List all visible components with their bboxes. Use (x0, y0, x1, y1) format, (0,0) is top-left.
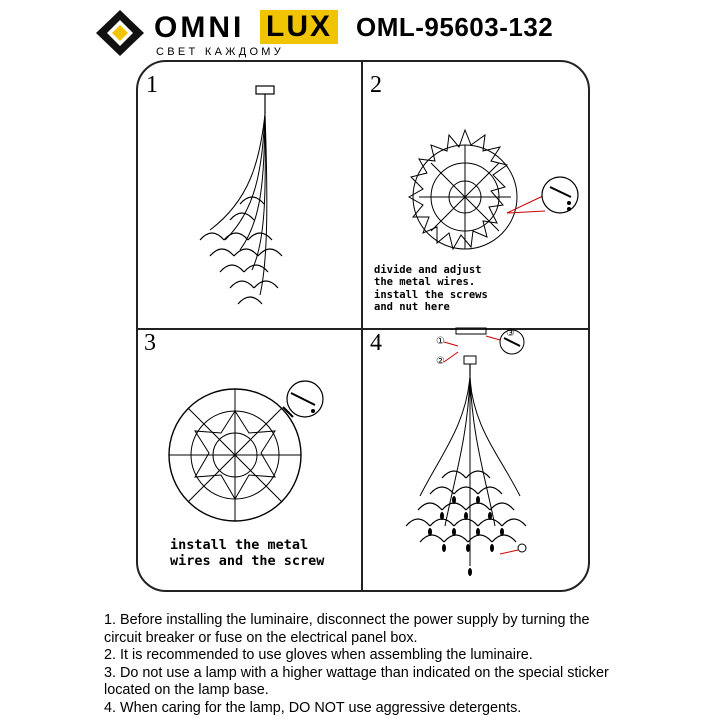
step-1-number: 1 (146, 72, 158, 98)
step-4-callout-3: ③ (506, 328, 515, 339)
note-item: 3. Do not use a lamp with a higher wattage than indicated on the special sticker located on the lamp base. (104, 664, 609, 699)
step-3-number: 3 (144, 330, 156, 356)
step-2-caption: divide and adjust the metal wires. install the screws and nut here (374, 264, 488, 314)
step-3-top-view-illustration (165, 375, 340, 535)
step-2-number: 2 (370, 72, 382, 98)
note-item: 1. Before installing the luminaire, disconnect the power supply by turning the circuit breaker or fuse on the electrical panel box. (104, 612, 590, 646)
brand-name-lux: LUX (260, 10, 338, 44)
frame-divider-vertical (361, 60, 363, 592)
step-4-assembled-illustration (400, 326, 540, 590)
step-1-side-view-illustration (180, 80, 340, 320)
step-2-top-view-illustration (395, 125, 585, 275)
brand-logo (92, 6, 332, 60)
diamond-logo-icon (92, 6, 152, 60)
safety-notes (104, 612, 614, 718)
step-4-callout-2: ② (436, 356, 445, 367)
brand-name-omni: OMNI (154, 11, 245, 44)
brand-tagline: СВЕТ КАЖДОМУ (156, 46, 285, 58)
note-item: 2. It is recommended to use gloves when assembling the luminaire. (104, 647, 533, 664)
note-item: 4. When caring for the lamp, DO NOT use aggressive detergents. (104, 699, 522, 716)
step-4-number: 4 (370, 330, 382, 356)
step-3-caption: install the metal wires and the screw (170, 537, 325, 569)
model-number: OML-95603-132 (356, 12, 554, 42)
step-4-callout-1: ① (436, 336, 445, 347)
